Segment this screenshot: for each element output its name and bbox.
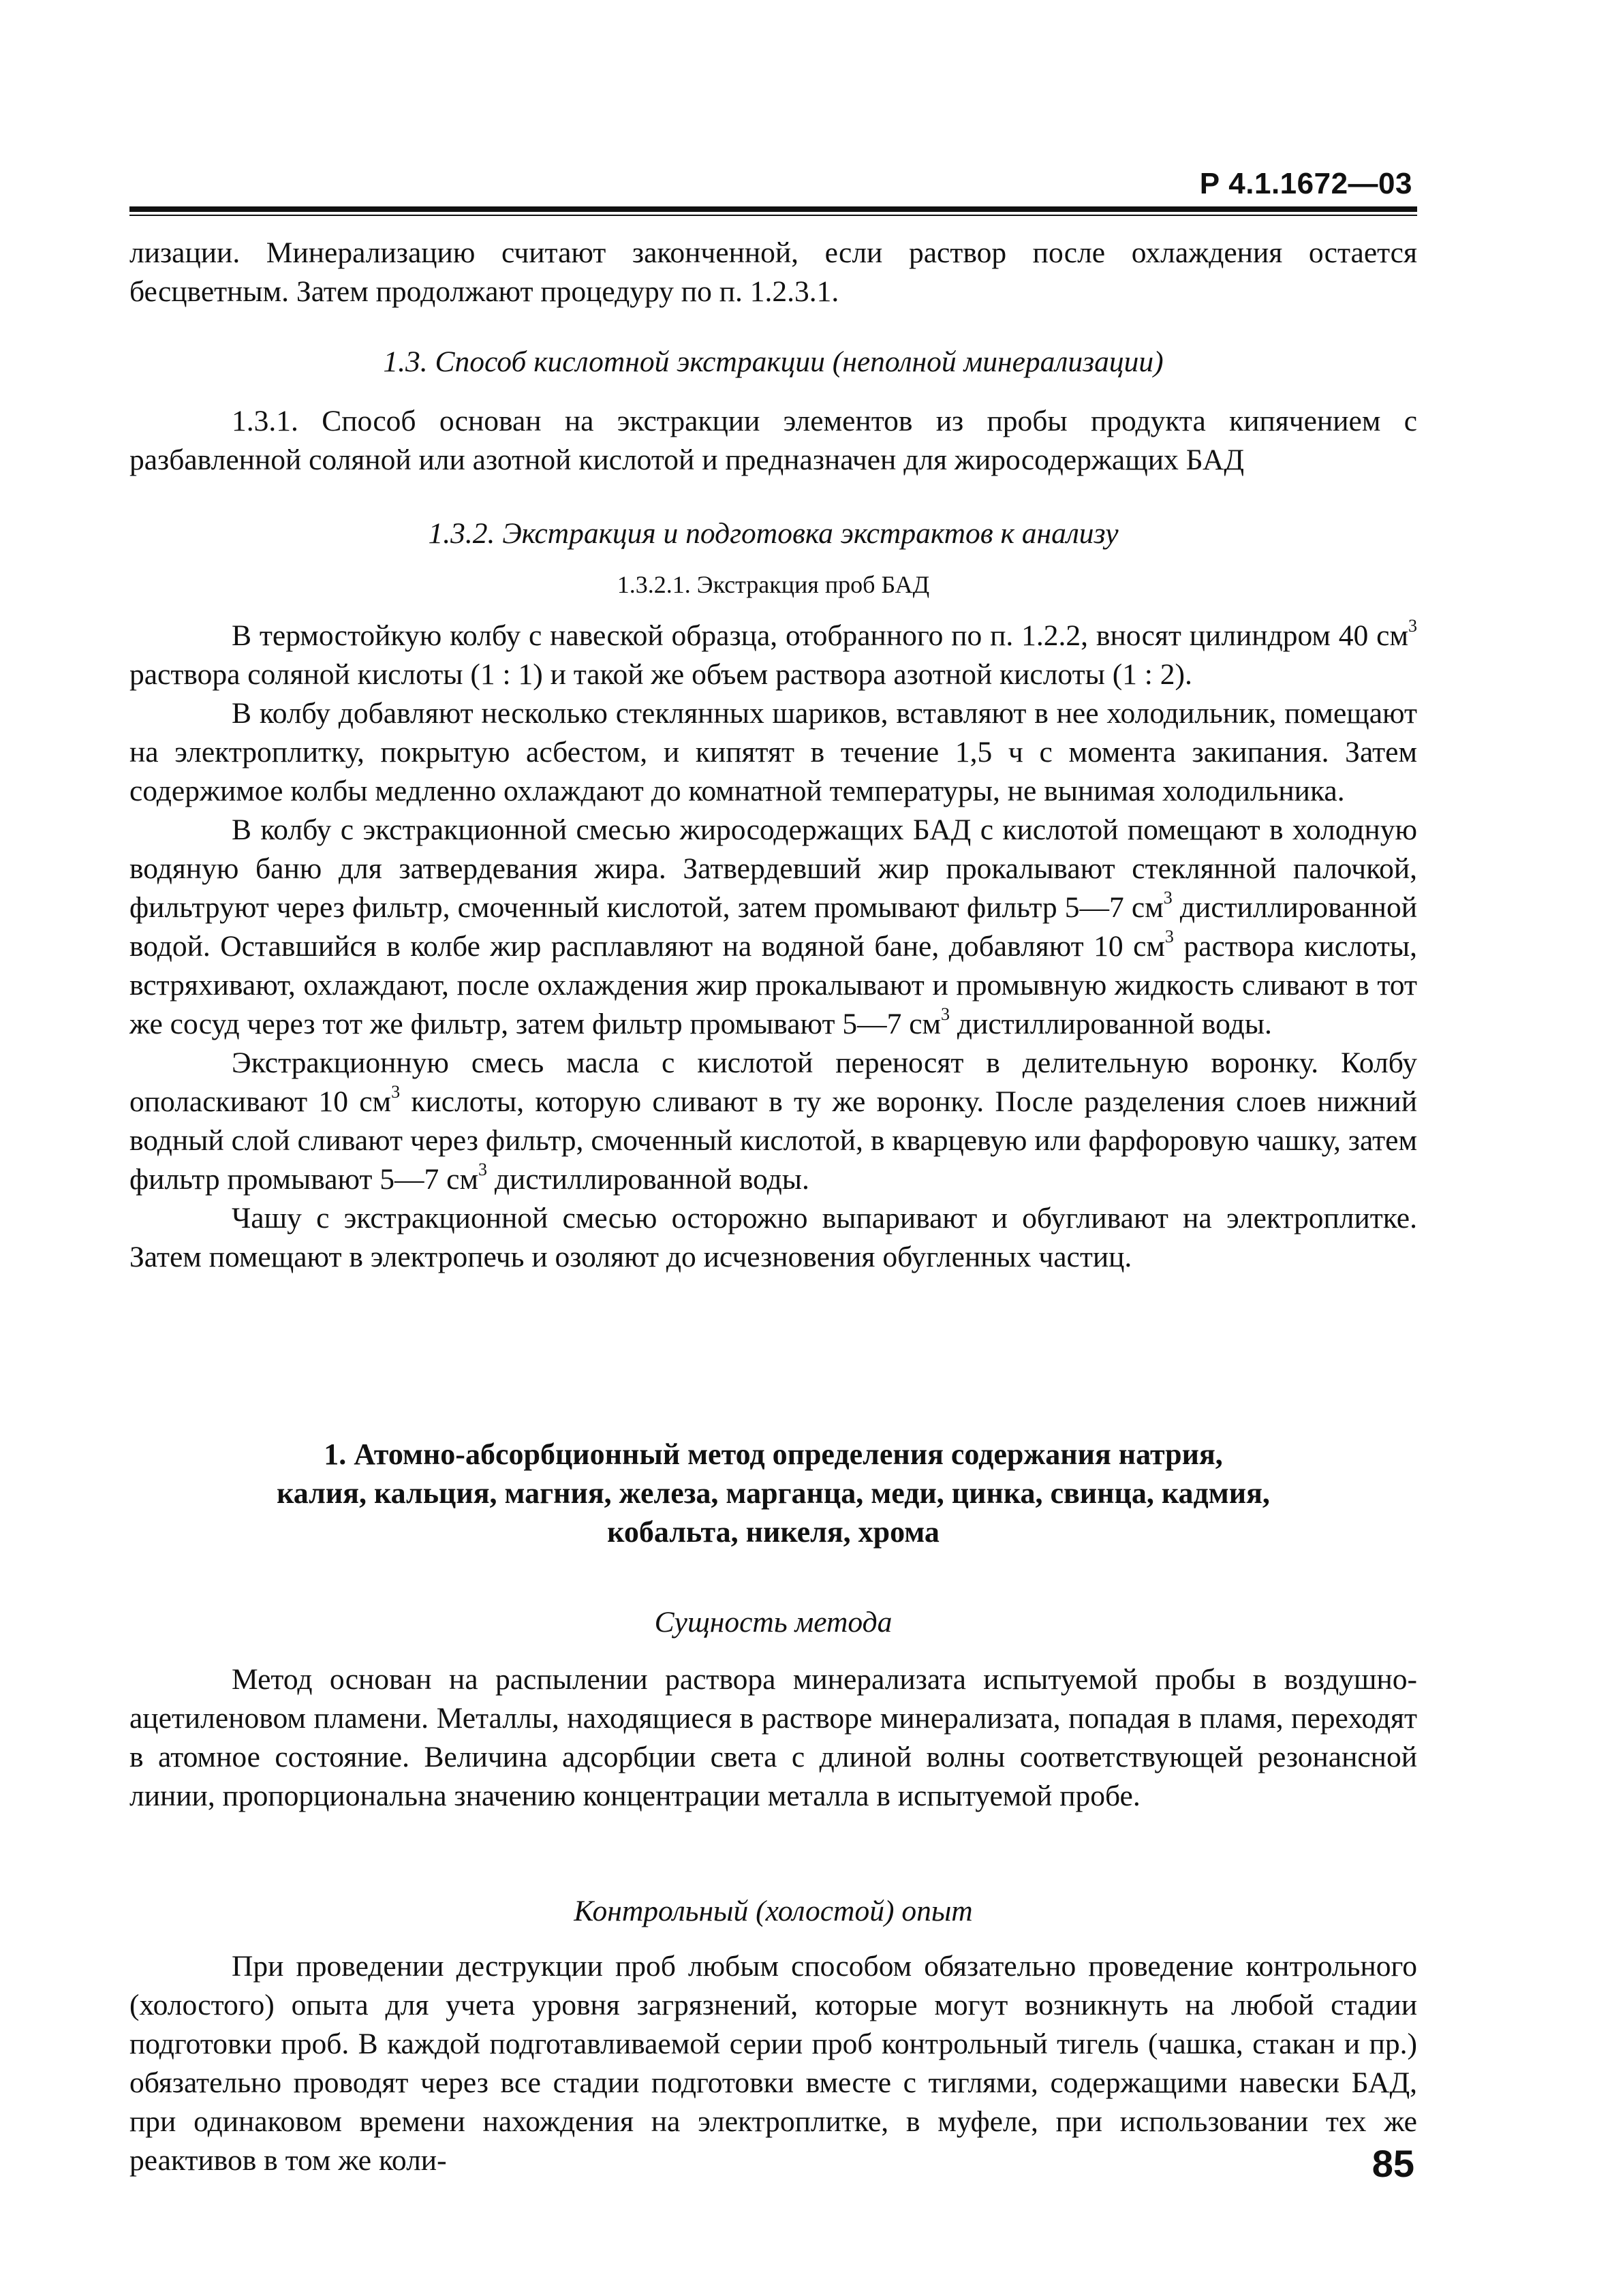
superscript: 3 [391, 1082, 401, 1102]
superscript: 3 [1163, 888, 1173, 907]
text-run: Экстракционную смесь масла с кислотой переносят в делительную воронку. Колбу ополаскивают 10 см [129, 1046, 1417, 1118]
section-title-line-1: 1. Атомно-абсорбционный метод определения содержания натрия, [324, 1438, 1223, 1471]
block-1-3-1 [129, 402, 1417, 480]
text-run: дистиллированной водой. Оставшийся в колбе жир расплавляют на водяной бане, добавляют 10 см [129, 891, 1417, 963]
paragraph-step-3 [129, 811, 1417, 1044]
paragraph-continuation: лизации. Минерализацию считают законченной, если раствор после охлаждения остается бесцветным. Затем продолжают процедуру по п. 1.2.3.1. [129, 236, 1417, 308]
section-title-line-3: кобальта, никеля, хрома [607, 1515, 940, 1549]
text-run: раствора соляной кислоты (1 : 1) и такой же объем раствора азотной кислоты (1 : 2). [129, 658, 1192, 691]
block-section-title [129, 1435, 1417, 1551]
heading-1-3: 1.3. Способ кислотной экстракции (неполной минерализации) [383, 345, 1164, 378]
paragraph-control: При проведении деструкции проб любым способом обязательно проведение контрольного (холостого) опыта для учета уровня загрязнений, которые могут возникнуть на любой стадии подготовки проб. В каждой подготавливаемой серии проб контрольный тигель (чашка, стакан и пр.) обязательно проводят через все стадии подготовки вместе с тиглями, содержащими навески БАД, при одинаковом времени нахождения на электроплитке, в муфеле, при использовании тех же реактивов в том же коли- [129, 1950, 1417, 2177]
block-heading-1-3-2-1 [129, 565, 1417, 604]
block-control [129, 1947, 1417, 2180]
paragraph-step-5: Чашу с экстракционной смесью осторожно выпаривают и обугливают на электроплитке. Затем помещают в электропечь и озоляют до исчезновения обугленных частиц. [129, 1202, 1417, 1273]
heading-control: Контрольный (холостой) опыт [574, 1895, 973, 1927]
text-run: кислоты, которую сливают в ту же воронку. После разделения слоев нижний водный слой сливают через фильтр, смоченный кислотой, в кварцевую или фарфоровую чашку, затем фильтр промывают 5—7 см [129, 1085, 1417, 1196]
document-code: Р 4.1.1672—03 [1199, 167, 1412, 200]
block-heading-1-3-2 [129, 514, 1417, 553]
section-title-line-2: калия, кальция, магния, железа, марганца, меди, цинка, свинца, кадмия, [277, 1476, 1270, 1510]
superscript: 3 [941, 1004, 950, 1024]
heading-1-3-2: 1.3.2. Экстракция и подготовка экстрактов к анализу [428, 517, 1119, 550]
text-run: В колбу с экстракционной смесью жиросодержащих БАД с кислотой помещают в холодную водяную баню для затвердевания жира. Затвердевший жир прокалывают стеклянной палочкой, фильтруют через фильтр, смоченный кислотой, затем промывают фильтр 5—7 см [129, 813, 1417, 924]
paragraph-step-2: В колбу добавляют несколько стеклянных шариков, вставляют в нее холодильник, помещают на электроплитку, покрытую асбестом, и кипятят в течение 1,5 ч с момента закипания. Затем содержимое колбы медленно охлаждают до комнатной температуры, не вынимая холодильника. [129, 697, 1417, 807]
page-number: 85 [1371, 2142, 1414, 2185]
superscript: 3 [1164, 927, 1174, 946]
block-continuation [129, 234, 1417, 311]
text-run: раствора кислоты, встряхивают, охлаждают, после охлаждения жир прокалывают и промывную жидкость сливают в тот же сосуд через тот же фильтр, затем фильтр промывают 5—7 см [129, 930, 1417, 1040]
heading-1-3-2-1: 1.3.2.1. Экстракция проб БАД [617, 571, 930, 598]
block-heading-control [129, 1892, 1417, 1931]
superscript: 3 [478, 1160, 488, 1179]
paragraph-1-3-1: 1.3.1. Способ основан на экстракции элементов из пробы продукта кипячением с разбавленной соляной или азотной кислотой и предназначен для жиросодержащих БАД [129, 405, 1417, 476]
paragraph-essence: Метод основан на распылении раствора минерализата испытуемой пробы в воздушно-ацетиленовом пламени. Металлы, находящиеся в растворе минерализата, попадая в пламя, переходят в атомное состояние. Величина адсорбции света с длиной волны соответствующей резонансной линии, пропорциональна значению концентрации металла в испытуемой пробе. [129, 1663, 1417, 1812]
header-rule-thin [129, 215, 1417, 216]
text-run: В термостойкую колбу с навеской образца, отобранного по п. 1.2.2, вносят цилиндром 40 см [232, 619, 1408, 652]
header-rule-thick [129, 206, 1417, 212]
block-heading-essence [129, 1603, 1417, 1642]
block-extraction-steps [129, 617, 1417, 1277]
text-run: дистиллированной воды. [950, 1008, 1272, 1040]
paragraph-step-1 [129, 617, 1417, 694]
paragraph-step-4 [129, 1044, 1417, 1199]
block-essence [129, 1660, 1417, 1816]
superscript: 3 [1408, 616, 1417, 636]
heading-essence: Сущность метода [654, 1606, 893, 1639]
text-run: дистиллированной воды. [487, 1163, 809, 1196]
block-heading-1-3 [129, 343, 1417, 382]
